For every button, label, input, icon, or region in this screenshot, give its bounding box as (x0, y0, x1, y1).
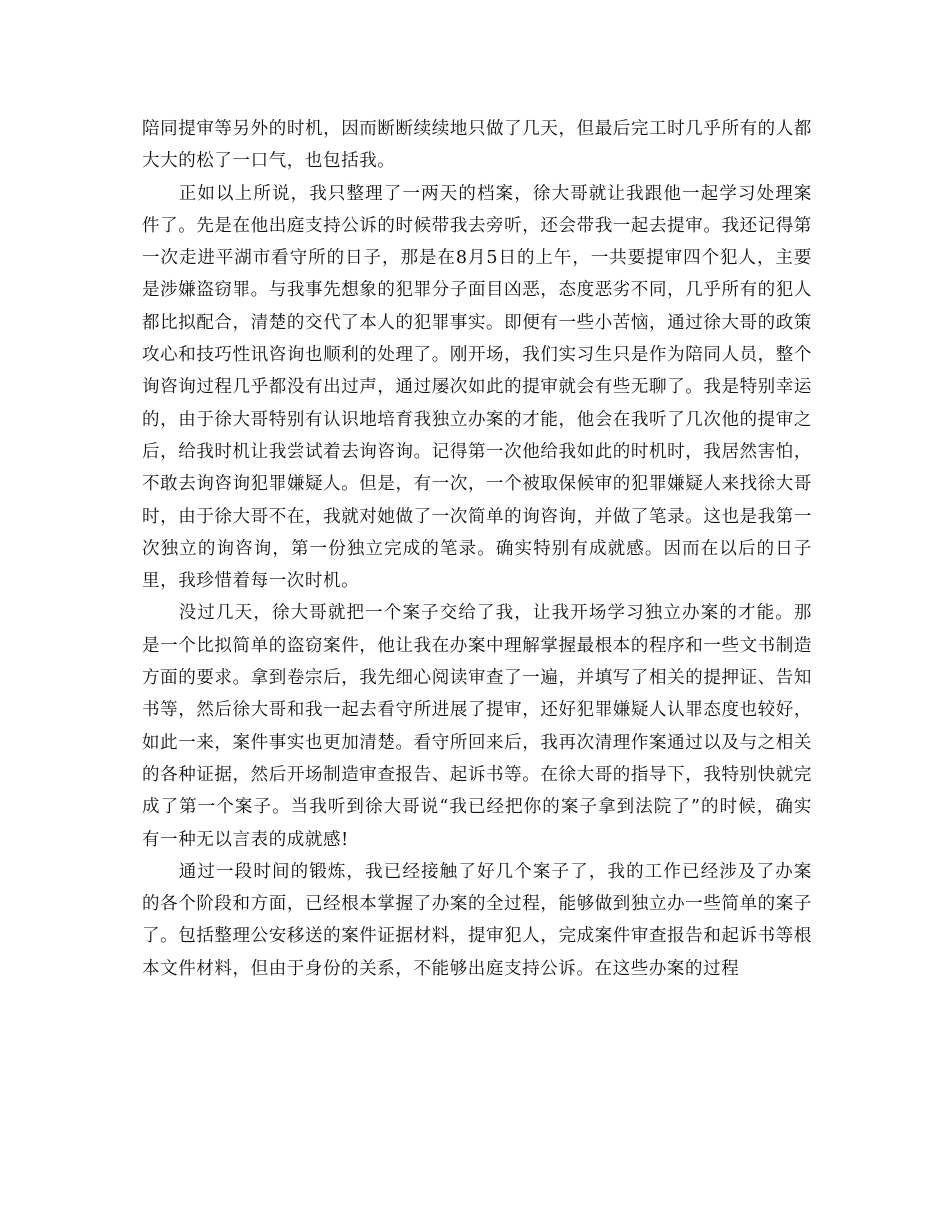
paragraph-case-handling: 正如以上所说，我只整理了一两天的档案，徐大哥就让我跟他一起学习处理案件了。先是在他出庭支持公诉的时候带我去旁听，还会带我一起去提审。我还记得第一次走进平湖市看守所的日子，那是在8月5日的上午，一共要提审四个犯人，主要是涉嫌盗窃罪。与我事先想象的犯罪分子面目凶恶，态度恶劣不同，几乎所有的犯人都比拟配合，清楚的交代了本人的犯罪事实。即便有一些小苦恼，通过徐大哥的政策攻心和技巧性讯咨询也顺利的处理了。刚开场，我们实习生只是作为陪同人员，整个询咨询过程几乎都没有出过声，通过屡次如此的提审就会有些无聊了。我是特别幸运的，由于徐大哥特别有认识地培育我独立办案的才能，他会在我听了几次他的提审之后，给我时机让我尝试着去询咨询。记得第一次他给我如此的时机时，我居然害怕，不敢去询咨询犯罪嫌疑人。但是，有一次，一个被取保候审的犯罪嫌疑人来找徐大哥时，由于徐大哥不在，我就对她做了一次简单的询咨询，并做了笔录。这也是我第一次独立的询咨询，第一份独立完成的笔录。确实特别有成就感。因而在以后的日子里，我珍惜着每一次时机。 (142, 183, 812, 592)
paragraph-continuation: 陪同提审等另外的时机，因而断断续续地只做了几天，但最后完工时几乎所有的人都大大的松了一口气，也包括我。 (142, 119, 812, 172)
document-body (142, 113, 812, 985)
paragraph-first-case: 没过几天，徐大哥就把一个案子交给了我，让我开场学习独立办案的才能。那是一个比拟简单的盗窃案件，他让我在办案中理解掌握最根本的程序和一些文书制造方面的要求。拿到卷宗后，我先细心阅读审查了一遍，并填写了相关的提押证、告知书等，然后徐大哥和我一起去看守所进展了提审，还好犯罪嫌疑人认罪态度也较好，如此一来，案件事实也更加清楚。看守所回来后，我再次清理作案通过以及与之相关的各种证据，然后开场制造审查报告、起诉书等。在徐大哥的指导下，我特别快就完成了第一个案子。当我听到徐大哥说“我已经把你的案子拿到法院了”的时候，确实有一种无以言表的成就感! (142, 603, 812, 850)
paragraph-training: 通过一段时间的锻炼，我已经接触了好几个案子了，我的工作已经涉及了办案的各个阶段和方面，已经根本掌握了办案的全过程，能够做到独立办一些简单的案子了。包括整理公安移送的案件证据材料，提审犯人，完成案件审查报告和起诉书等根本文件材料，但由于身份的关系，不能够出庭支持公诉。在这些办案的过程 (142, 861, 812, 979)
